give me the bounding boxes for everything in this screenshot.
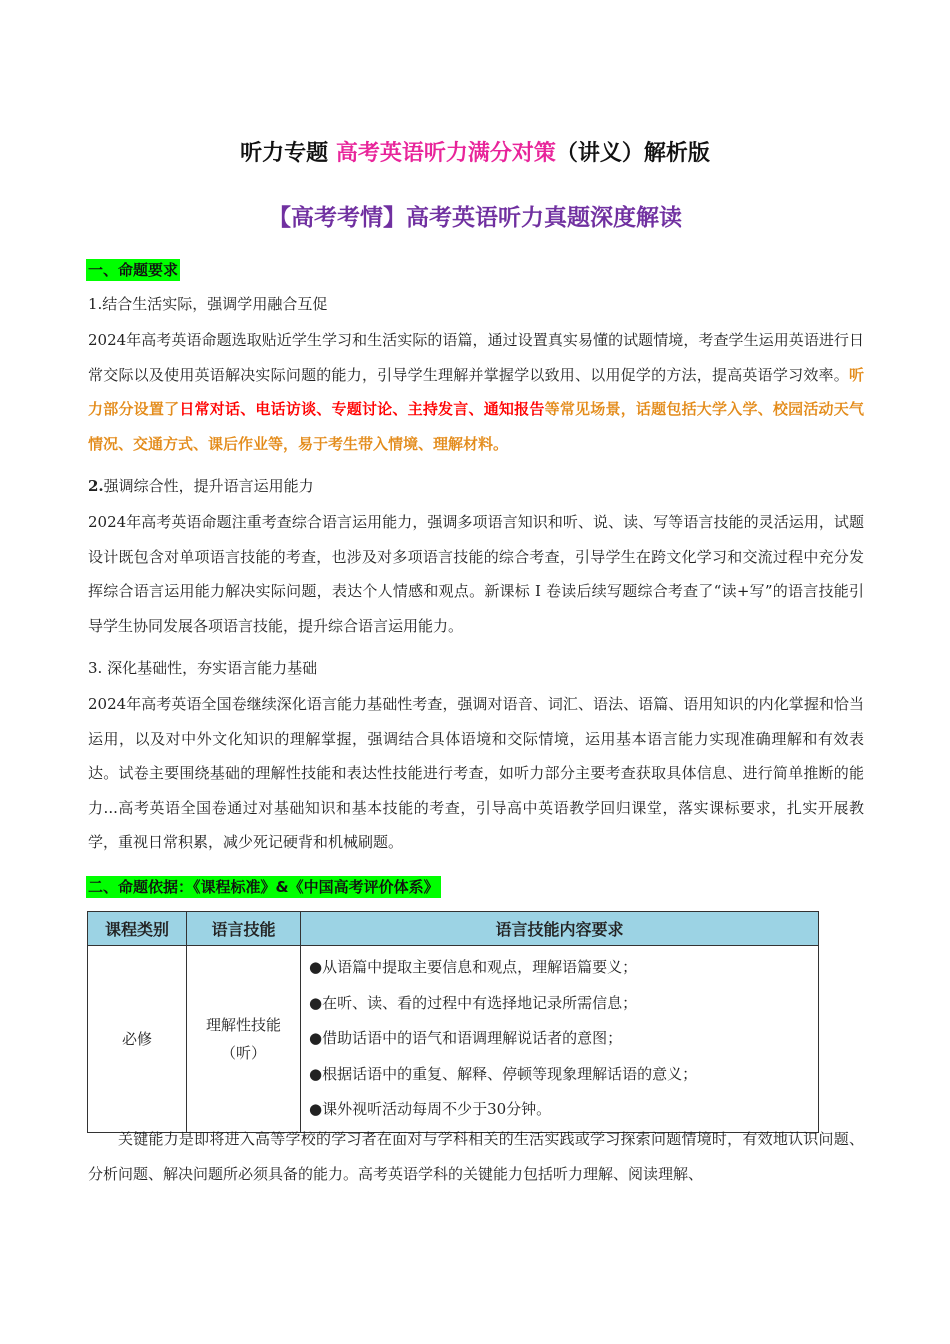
item2-title-text: 强调综合性，提升语言运用能力 bbox=[103, 477, 314, 495]
skill-line1: 理解性技能 bbox=[205, 1015, 281, 1034]
item3-title: 3. 深化基础性，夯实语言能力基础 bbox=[88, 659, 318, 677]
header-course-category: 课程类别 bbox=[88, 912, 187, 946]
header-language-skill: 语言技能 bbox=[187, 912, 301, 946]
requirement-item: ●借助话语中的语气和语调理解说话者的意图； bbox=[309, 1029, 623, 1047]
title-highlight: 高考英语听力满分对策 bbox=[335, 141, 556, 166]
item3-paragraph: 2024年高考英语全国卷继续深化语言能力基础性考查，强调对语音、词汇、语法、语篇、语用知识的内化掌握和恰当运用，以及对中外文化知识的理解掌握，强调结合具体语境和交际情境，运用基本语言能力实现准确理解和有效表达。试卷主要围绕基础的理解性技能和表达性技能进行考查，如听力部分主要考查获取具体信息、进行简单推断的能力...高考英语全国卷通过对基础知识和基本技能的考查，引导高中英语教学回归课堂，落实课标要求，扎实开展教学，重视日常积累，减少死记硬背和机械刷题。 bbox=[88, 695, 864, 852]
section1-heading: 一、命题要求 bbox=[88, 261, 179, 279]
requirements-table bbox=[87, 911, 819, 1133]
cell-requirements bbox=[301, 946, 819, 1133]
table-row bbox=[88, 946, 819, 1133]
item1-highlight-scenes: 日常对话、电话访谈、专题讨论、主持发言、通知报告 bbox=[179, 400, 545, 419]
item2-number: 2. bbox=[88, 477, 104, 495]
skill-line2: （听） bbox=[220, 1043, 266, 1062]
title-suffix: （讲义）解析版 bbox=[555, 141, 710, 166]
header-content-requirements: 语言技能内容要求 bbox=[301, 912, 819, 946]
requirement-item: ●根据话语中的重复、解释、停顿等现象理解话语的意义； bbox=[309, 1064, 698, 1083]
requirement-item: ●从语篇中提取主要信息和观点，理解语篇要义； bbox=[309, 958, 638, 976]
page-title bbox=[0, 136, 950, 167]
item1-highlight-a: 听力部分设置了 bbox=[88, 365, 864, 419]
cell-skill bbox=[187, 946, 301, 1133]
item1-paragraph bbox=[88, 323, 864, 461]
item1-highlight-b: 等常见场景，话题包括大学入学、校园活动天气情况、交通方式、课后作业等，易于考生带入情境、理解材料。 bbox=[88, 400, 864, 453]
cell-category: 必修 bbox=[88, 946, 187, 1133]
item1-title: 1.结合生活实际，强调学用融合互促 bbox=[88, 295, 328, 313]
requirement-item: ●课外视听活动每周不少于30分钟。 bbox=[309, 1100, 552, 1118]
section2-heading: 二、命题依据：《课程标准》&《中国高考评价体系》 bbox=[88, 878, 439, 896]
title-prefix: 听力专题 bbox=[240, 141, 336, 166]
table-header-row bbox=[88, 912, 819, 946]
item2-title bbox=[88, 476, 314, 496]
item1-text: 2024年高考英语命题选取贴近学生学习和生活实际的语篇，通过设置真实易懂的试题情境，考查学生运用英语进行日常交际以及使用英语解决实际问题的能力，引导学生理解并掌握学以致用、以用促学的方法，提高英语学习效率。 bbox=[88, 331, 864, 384]
item2-paragraph: 2024年高考英语命题注重考查综合语言运用能力，强调多项语言知识和听、说、读、写等语言技能的灵活运用，试题设计既包含对单项语言技能的考查，也涉及对多项语言技能的综合考查，引导学生在跨文化学习和交流过程中充分发挥综合语言运用能力解决实际问题，表达个人情感和观点。新课标 I 卷读后续写题综合考查了“读+写”的语言技能引导学生协同发展各项语言技能，提升综合语言运用能力。 bbox=[88, 513, 864, 635]
requirement-item: ●在听、读、看的过程中有选择地记录所需信息； bbox=[309, 993, 638, 1012]
closing-paragraph: 关键能力是即将进入高等学校的学习者在面对与学科相关的生活实践或学习探索问题情境时，有效地认识问题、分析问题、解决问题所必须具备的能力。高考英语学科的关键能力包括听力理解、阅读理解、 bbox=[88, 1130, 864, 1183]
page-subtitle: 【高考考情】高考英语听力真题深度解读 bbox=[268, 204, 682, 231]
